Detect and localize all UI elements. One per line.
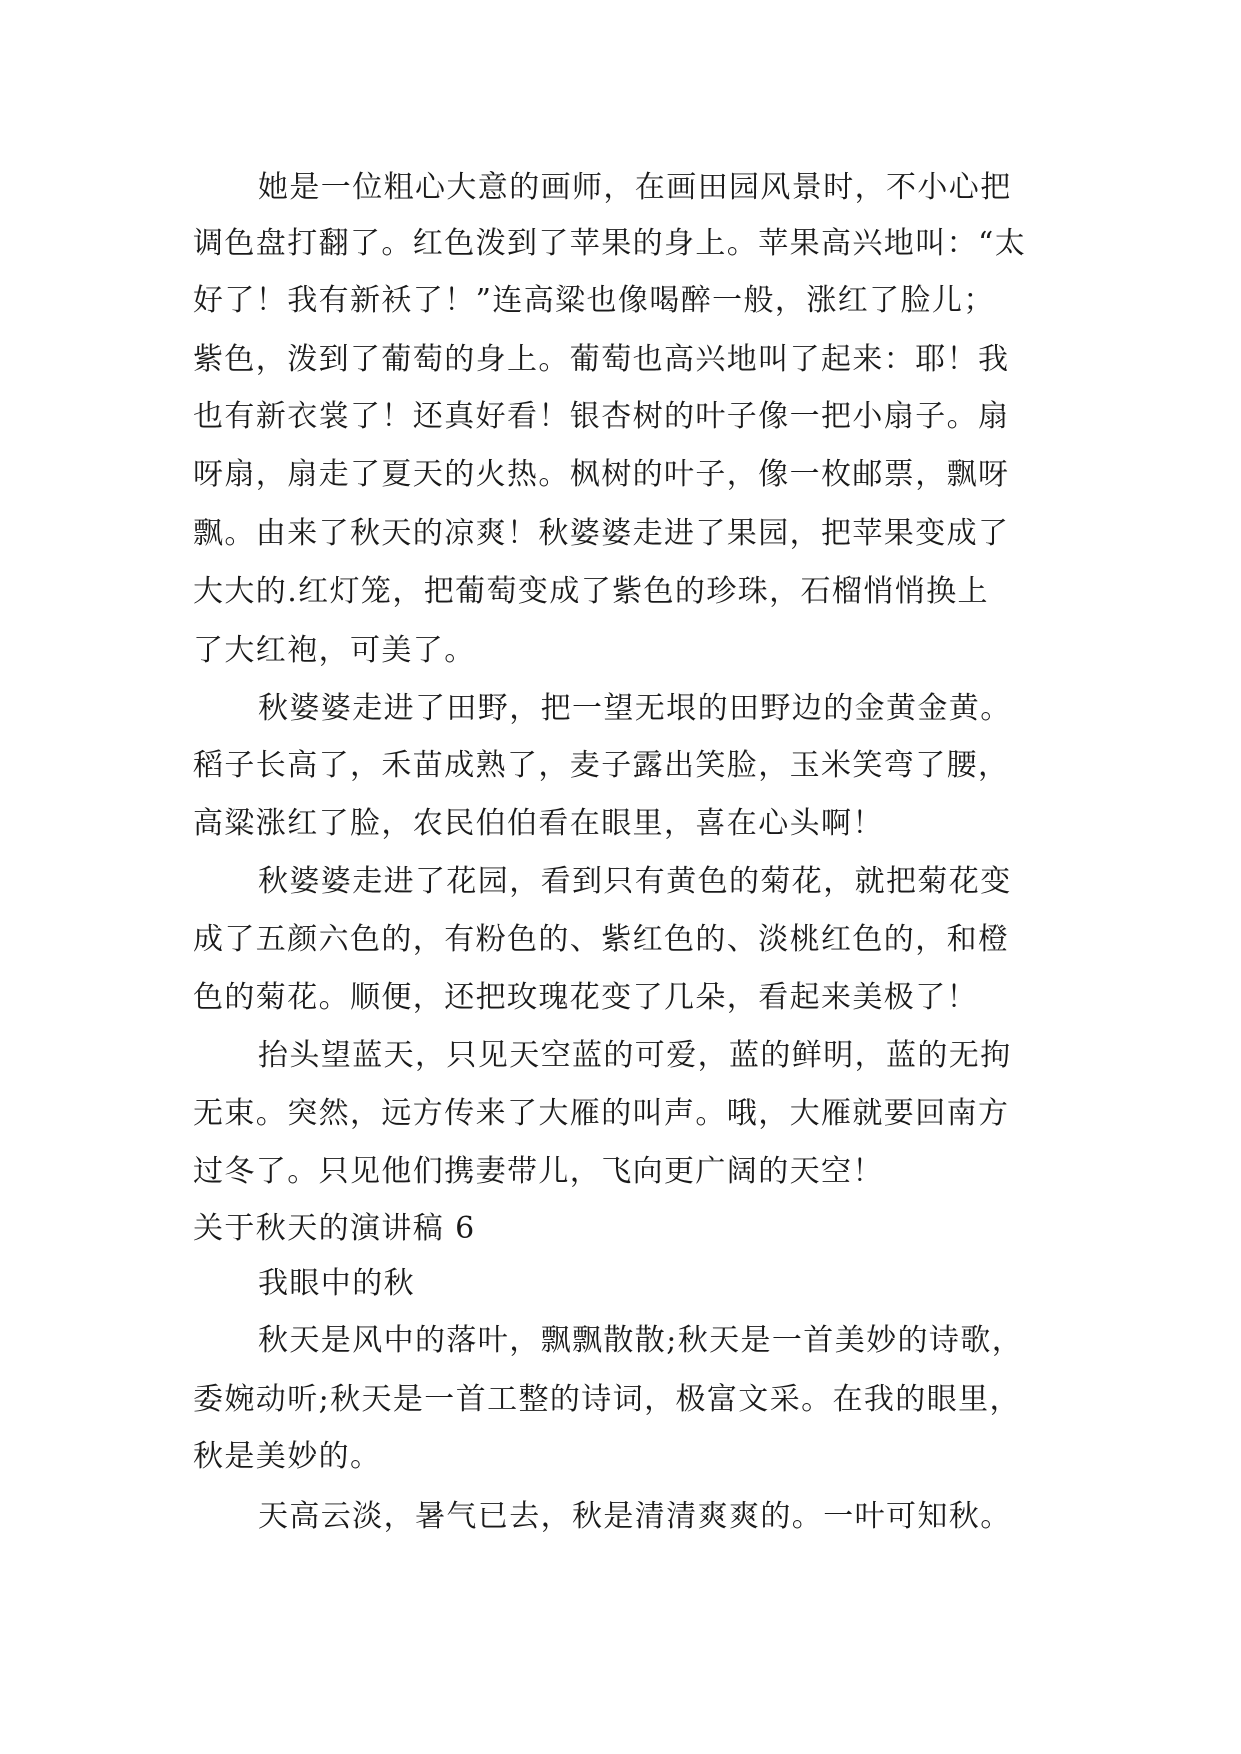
text-line: 成了五颜六色的，有粉色的、紫红色的、淡桃红色的，和橙: [193, 922, 1010, 957]
essay-title: 我眼中的秋: [258, 1266, 415, 1301]
text-line: 调色盘打翻了。红色泼到了苹果的身上。苹果高兴地叫：“太: [193, 226, 1027, 261]
text-line: 抬头望蓝天，只见天空蓝的可爱，蓝的鲜明，蓝的无拘: [258, 1038, 1012, 1073]
text-line: 飘。由来了秋天的凉爽！秋婆婆走进了果园，把苹果变成了: [193, 516, 1010, 551]
text-line: 大大的.红灯笼，把葡萄变成了紫色的珍珠，石榴悄悄换上: [193, 574, 989, 609]
text-line: 过冬了。只见他们携妻带儿，飞向更广阔的天空！: [193, 1154, 884, 1189]
section-heading: 关于秋天的演讲稿 6: [193, 1211, 476, 1246]
text-line: 呀扇，扇走了夏天的火热。枫树的叶子，像一枚邮票，飘呀: [193, 457, 1010, 492]
text-line: 紫色，泼到了葡萄的身上。葡萄也高兴地叫了起来：耶！我: [193, 342, 1010, 377]
text-line: 稻子长高了，禾苗成熟了，麦子露出笑脸，玉米笑弯了腰，: [193, 748, 1010, 783]
text-line: 无束。突然，远方传来了大雁的叫声。哦，大雁就要回南方: [193, 1096, 1010, 1131]
text-line: 也有新衣裳了！还真好看！银杏树的叶子像一把小扇子。扇: [193, 399, 1010, 434]
text-line: 高粱涨红了脸，农民伯伯看在眼里，喜在心头啊！: [193, 806, 884, 841]
text-line: 秋婆婆走进了田野，把一望无垠的田野边的金黄金黄。: [258, 691, 1012, 726]
text-line: 了大红袍，可美了。: [193, 633, 476, 668]
text-line: 好了！我有新袄了！”连高粱也像喝醉一般，涨红了脸儿；: [193, 283, 995, 318]
text-line: 她是一位粗心大意的画师，在画田园风景时，不小心把: [258, 170, 1012, 205]
text-line: 秋是美妙的。: [193, 1439, 382, 1474]
text-line: 天高云淡，暑气已去，秋是清清爽爽的。一叶可知秋。: [258, 1499, 1012, 1534]
text-line: 秋婆婆走进了花园，看到只有黄色的菊花，就把菊花变: [258, 864, 1012, 899]
text-line: 色的菊花。顺便，还把玫瑰花变了几朵，看起来美极了！: [193, 980, 978, 1015]
text-line: 委婉动听;秋天是一首工整的诗词，极富文采。在我的眼里，: [193, 1382, 1021, 1417]
text-line: 秋天是风中的落叶，飘飘散散;秋天是一首美妙的诗歌，: [258, 1323, 1024, 1358]
